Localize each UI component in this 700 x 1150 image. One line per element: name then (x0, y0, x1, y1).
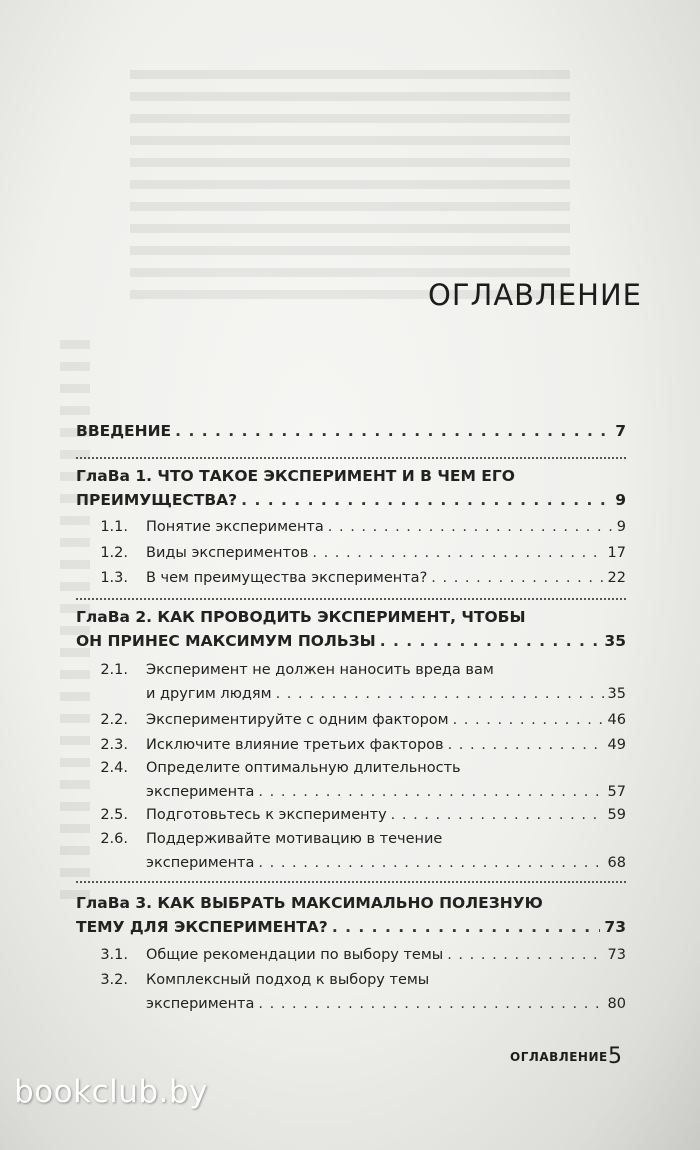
toc-entry-text: Комплексный подход к выбору темы (146, 972, 430, 988)
toc-page-number: 9 (615, 491, 626, 509)
leader-dots (447, 943, 603, 967)
page-title: ОГЛАВЛЕНИЕ (428, 278, 643, 312)
toc-chapter-entry (76, 605, 626, 653)
toc-section-number: 2.3. (100, 737, 128, 753)
divider (76, 881, 626, 883)
toc-page-number: 59 (607, 807, 626, 823)
toc-entry-text: ТЕМУ ДЛЯ ЭКСПЕРИМЕНТА? (76, 918, 328, 936)
toc-page-number: 9 (616, 519, 626, 535)
toc-section-number: 2.6. (100, 831, 128, 847)
toc-intro-entry (76, 419, 626, 443)
toc-page-number: 22 (607, 570, 626, 586)
leader-dots (380, 629, 601, 653)
toc-page-number: 73 (604, 918, 626, 936)
toc-entry-text: ГлаВа 3. КАК ВЫБРАТЬ МАКСИМАЛЬНО ПОЛЕЗНУЮ (76, 894, 543, 912)
toc-section-number: 2.1. (100, 662, 128, 678)
toc-page-number: 73 (607, 947, 626, 963)
toc-page-number: 68 (607, 855, 626, 871)
toc-entry-text: эксперимента (146, 784, 255, 800)
leader-dots (448, 733, 604, 757)
toc-section-number: 1.1. (100, 519, 128, 535)
toc-chapter-entry (76, 891, 626, 939)
toc-entry-text: ОН ПРИНЕС МАКСИМУМ ПОЛЬЗЫ (76, 632, 376, 650)
toc-entry-text: Виды экспериментов (146, 545, 309, 561)
toc-section-number: 3.1. (100, 947, 128, 963)
toc-entry-text: ПРЕИМУЩЕСТВА? (76, 491, 238, 509)
leader-dots (391, 803, 604, 827)
toc-entry-text: и другим людям (146, 686, 272, 702)
show-through-text (130, 70, 570, 310)
toc-entry-text: В чем преимущества эксперимента? (146, 570, 428, 586)
toc-page-number: 7 (615, 422, 626, 440)
toc-page-number: 57 (607, 784, 626, 800)
toc-page-number: 46 (607, 712, 626, 728)
toc-page-number: 35 (604, 632, 626, 650)
toc-chapter-entry (76, 464, 626, 512)
toc-entry-text: Общие рекомендации по выбору темы (146, 947, 444, 963)
toc-entry-text: Определите оптимальную длительность (146, 760, 461, 776)
toc-page-number: 17 (607, 545, 626, 561)
toc-page-number: 80 (607, 996, 626, 1012)
leader-dots (328, 515, 613, 539)
running-footer-label: ОГЛАВЛЕНИЕ (510, 1050, 608, 1064)
leader-dots (241, 488, 611, 512)
toc-entry-text: ГлаВа 2. КАК ПРОВОДИТЬ ЭКСПЕРИМЕНТ, ЧТОБЫ (76, 608, 526, 626)
toc-section-number: 1.2. (100, 545, 128, 561)
toc-entry-text: Подготовьтесь к эксперименту (146, 807, 387, 823)
toc-section-number: 2.4. (100, 760, 128, 776)
leader-dots (453, 708, 604, 732)
leader-dots (276, 682, 604, 706)
toc-entry-text: Экспериментируйте с одним фактором (146, 712, 449, 728)
toc-entry-text: эксперимента (146, 996, 255, 1012)
divider (76, 598, 626, 600)
toc-section-number: 3.2. (100, 972, 128, 988)
toc-entry-text: Исключите влияние третьих факторов (146, 737, 444, 753)
page-number: 5 (608, 1044, 622, 1069)
leader-dots (258, 992, 603, 1016)
leader-dots (258, 851, 603, 875)
toc-section-number: 2.5. (100, 807, 128, 823)
toc-section-number: 2.2. (100, 712, 128, 728)
divider (76, 457, 626, 459)
leader-dots (431, 566, 603, 590)
toc-entry-text: Поддерживайте мотивацию в течение (146, 831, 443, 847)
toc-entry-text: ВВЕДЕНИЕ (76, 422, 172, 440)
toc-entry-text: Эксперимент не должен наносить вреда вам (146, 662, 494, 678)
leader-dots (332, 915, 601, 939)
watermark: bookclub.by (14, 1074, 208, 1110)
leader-dots (175, 419, 611, 443)
toc-page-number: 49 (607, 737, 626, 753)
toc-section-number: 1.3. (100, 570, 128, 586)
leader-dots (258, 780, 603, 804)
toc-entry-text: эксперимента (146, 855, 255, 871)
toc-entry-text: Понятие эксперимента (146, 519, 324, 535)
toc-page-number: 35 (607, 686, 626, 702)
leader-dots (312, 541, 603, 565)
toc-entry-text: ГлаВа 1. ЧТО ТАКОЕ ЭКСПЕРИМЕНТ И В ЧЕМ ЕГО (76, 467, 515, 485)
